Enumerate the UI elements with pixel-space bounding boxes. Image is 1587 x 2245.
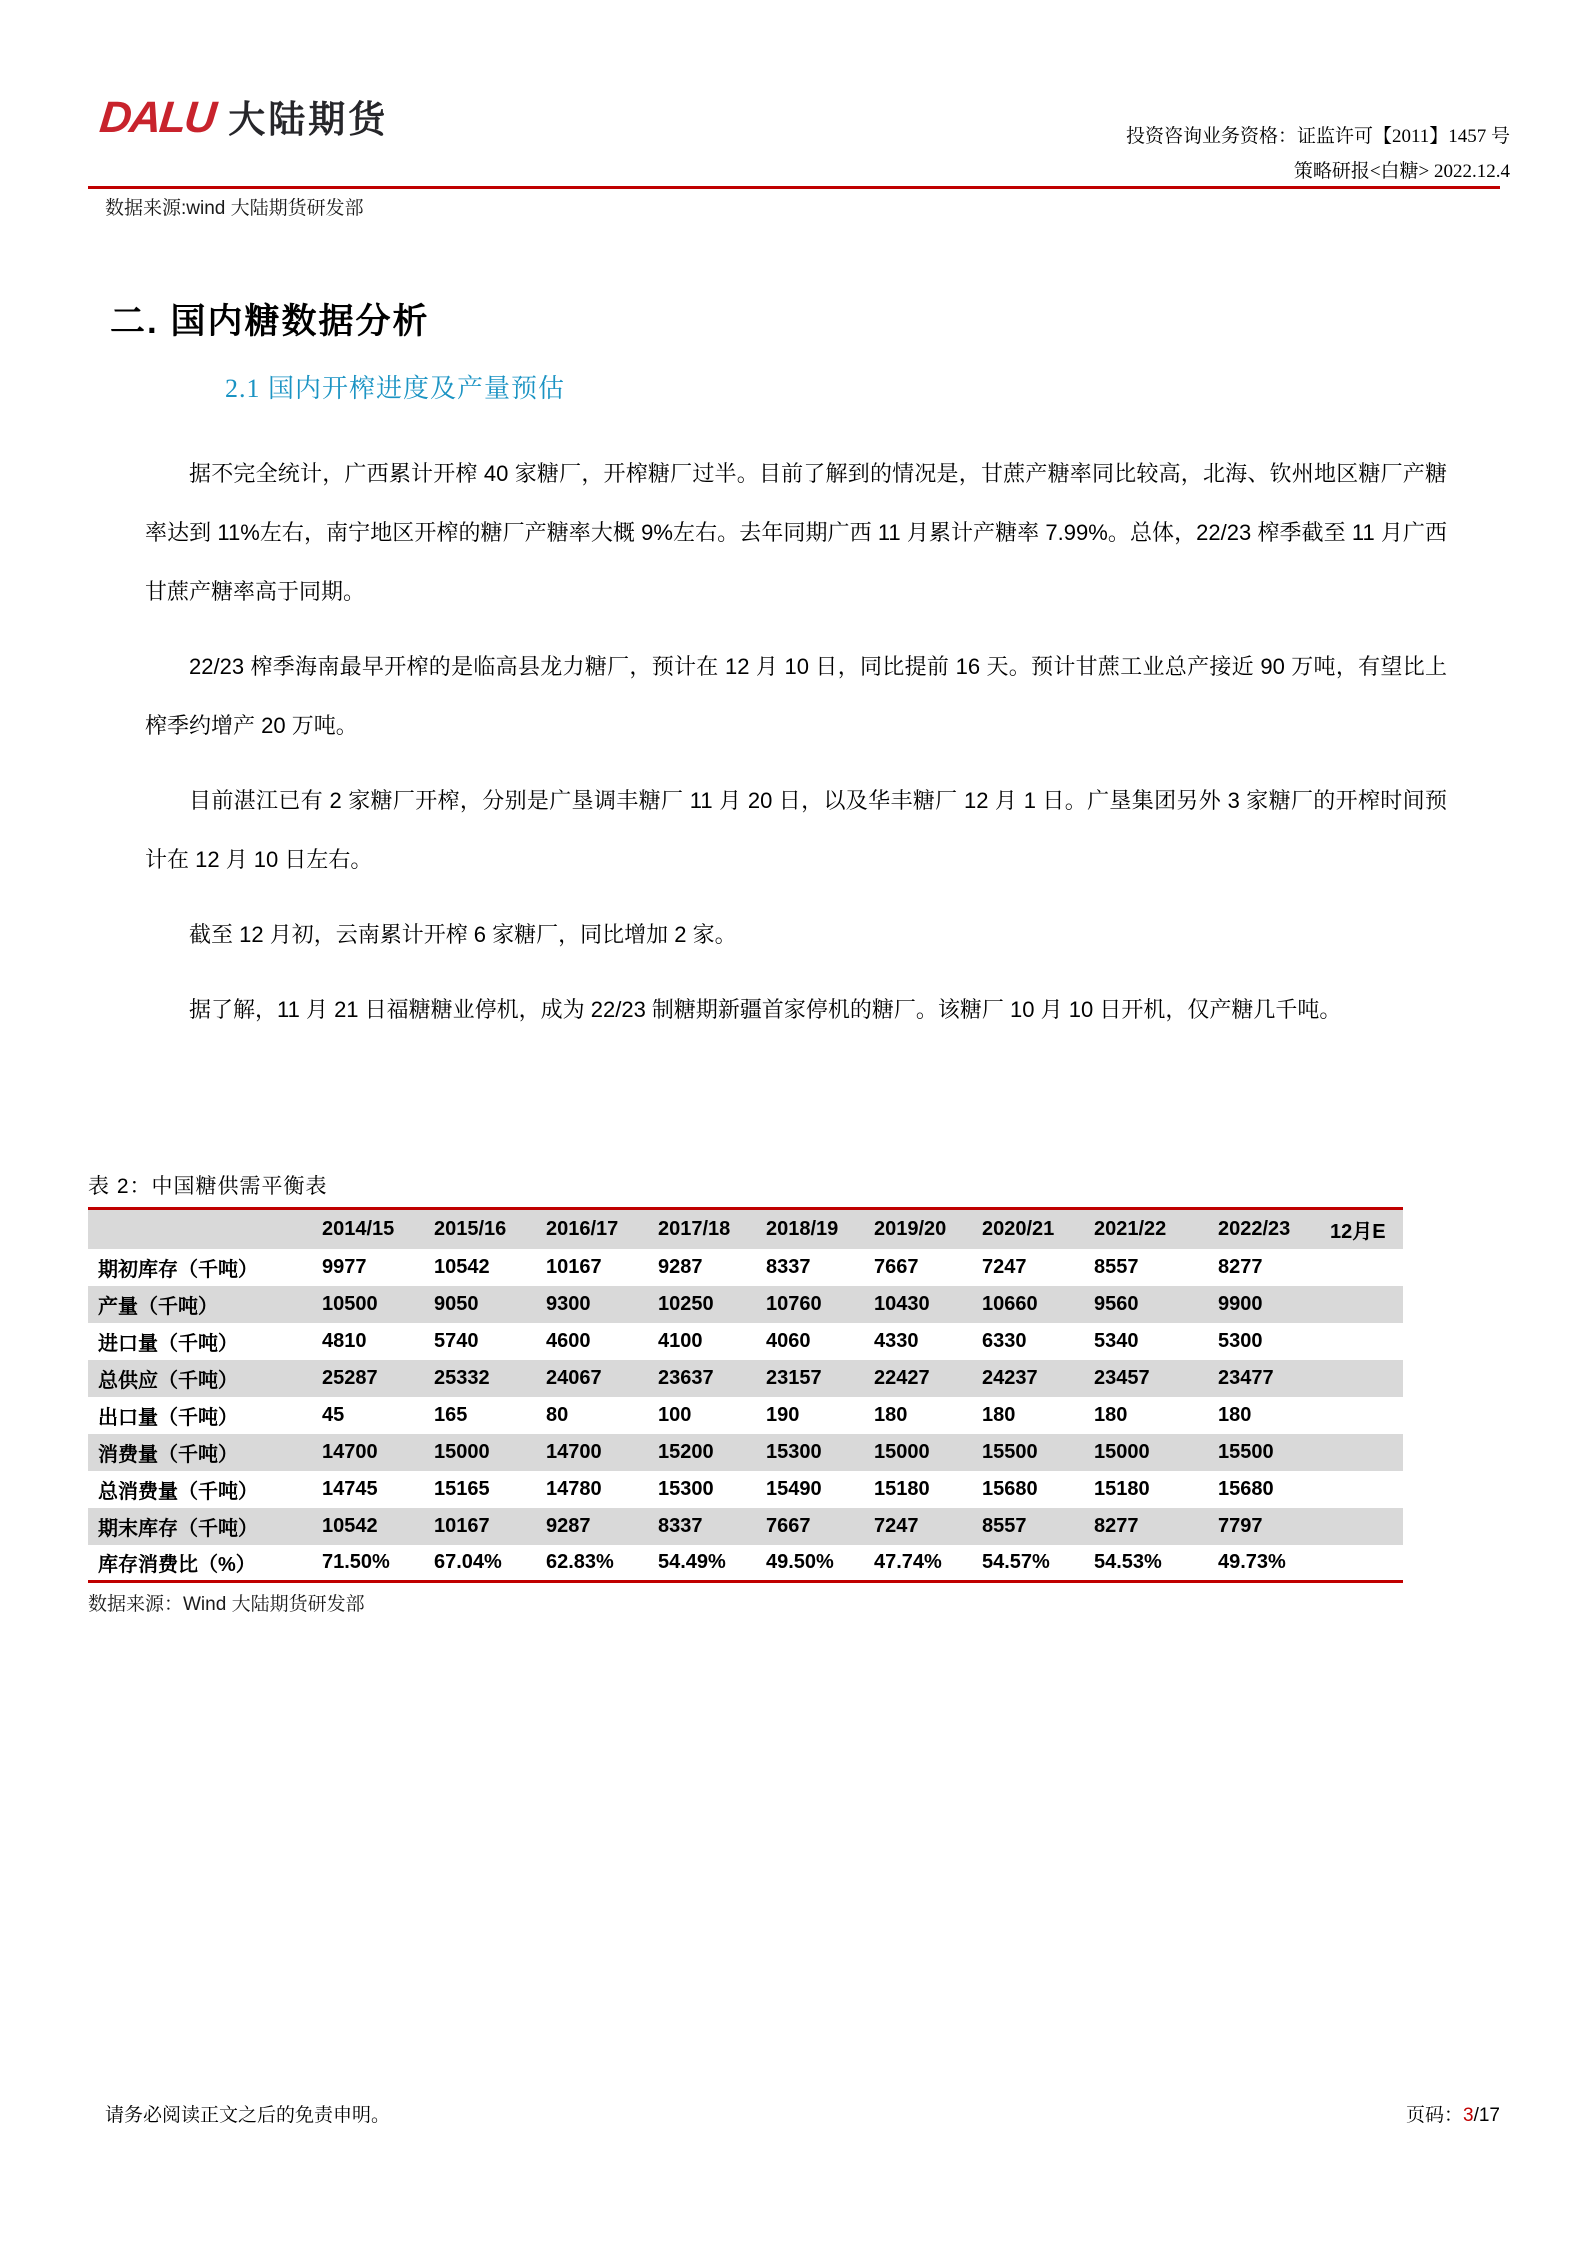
column-header: 2020/21 xyxy=(982,1217,1055,1240)
cell: 4100 xyxy=(658,1329,703,1352)
cell: 62.83% xyxy=(546,1550,614,1573)
cell: 180 xyxy=(982,1403,1016,1426)
cell: 8557 xyxy=(1094,1255,1139,1278)
cell: 10660 xyxy=(982,1292,1038,1315)
column-header: 2019/20 xyxy=(874,1217,947,1240)
column-header: 2022/23 xyxy=(1218,1217,1291,1240)
header-meta xyxy=(1126,119,1510,189)
cell: 15180 xyxy=(1094,1477,1150,1500)
cell: 15490 xyxy=(766,1477,822,1500)
logo-latin-icon: DALU xyxy=(97,93,217,142)
table-row xyxy=(88,1249,1403,1286)
cell: 15680 xyxy=(982,1477,1038,1500)
table-row xyxy=(88,1397,1403,1434)
cell: 7667 xyxy=(874,1255,919,1278)
row-label: 总消费量（千吨） xyxy=(98,1480,258,1503)
cell xyxy=(1328,1397,1403,1434)
cell: 7667 xyxy=(766,1514,811,1537)
cell: 8337 xyxy=(658,1514,703,1537)
table-row xyxy=(88,1323,1403,1360)
subsection-title: 2.1 国内开榨进度及产量预估 xyxy=(225,374,566,403)
cell: 9300 xyxy=(546,1292,591,1315)
cell: 5300 xyxy=(1218,1329,1263,1352)
cell: 9977 xyxy=(322,1255,367,1278)
cell: 23157 xyxy=(766,1366,822,1389)
column-header: 12月E xyxy=(1330,1220,1386,1243)
cell: 7797 xyxy=(1218,1514,1263,1537)
column-header: 2021/22 xyxy=(1094,1217,1167,1240)
cell: 180 xyxy=(874,1403,908,1426)
cell: 24067 xyxy=(546,1366,602,1389)
cell: 4060 xyxy=(766,1329,811,1352)
cell: 4810 xyxy=(322,1329,367,1352)
cell: 71.50% xyxy=(322,1550,390,1573)
cell: 165 xyxy=(434,1403,468,1426)
qualification-line: 投资咨询业务资格：证监许可【2011】1457 号 xyxy=(1125,126,1510,147)
table-row xyxy=(88,1471,1403,1508)
section-title: 二. 国内糖数据分析 xyxy=(110,302,430,341)
cell: 80 xyxy=(546,1403,569,1426)
column-header: 2016/17 xyxy=(546,1217,619,1240)
row-label: 总供应（千吨） xyxy=(98,1369,238,1392)
cell: 8277 xyxy=(1094,1514,1139,1537)
row-label: 期初库存（千吨） xyxy=(98,1258,258,1281)
paragraph: 截至 12 月初，云南累计开榨 6 家糖厂，同比增加 2 家。 xyxy=(189,922,737,947)
cell: 10250 xyxy=(658,1292,714,1315)
cell: 180 xyxy=(1218,1403,1252,1426)
cell: 9900 xyxy=(1218,1292,1263,1315)
cell: 14780 xyxy=(546,1477,602,1500)
cell: 9560 xyxy=(1094,1292,1139,1315)
cell: 49.50% xyxy=(766,1550,834,1573)
cell: 15180 xyxy=(874,1477,930,1500)
cell xyxy=(1328,1471,1403,1508)
row-label: 期末库存（千吨） xyxy=(98,1517,258,1540)
row-label: 进口量（千吨） xyxy=(98,1332,238,1355)
row-label: 库存消费比（%） xyxy=(98,1553,256,1576)
row-label: 产量（千吨） xyxy=(98,1295,218,1318)
data-source-bottom: 数据来源：Wind 大陆期货研发部 xyxy=(88,1594,365,1615)
cell: 15500 xyxy=(1218,1440,1274,1463)
cell: 9287 xyxy=(546,1514,591,1537)
row-label: 出口量（千吨） xyxy=(98,1406,238,1429)
cell: 15500 xyxy=(982,1440,1038,1463)
column-header: 2015/16 xyxy=(434,1217,507,1240)
cell: 25287 xyxy=(322,1366,378,1389)
cell: 15000 xyxy=(434,1440,490,1463)
footer-disclaimer: 请务必阅读正文之后的免责申明。 xyxy=(105,2105,391,2126)
row-label: 消费量（千吨） xyxy=(98,1443,238,1466)
cell: 14700 xyxy=(546,1440,602,1463)
table-row xyxy=(88,1286,1403,1323)
company-logo xyxy=(97,93,389,142)
cell: 10430 xyxy=(874,1292,930,1315)
page-number-total: /17 xyxy=(1473,2105,1500,2126)
column-header xyxy=(88,1209,320,1249)
cell: 10167 xyxy=(546,1255,602,1278)
report-title-line: 策略研报<白糖> 2022.12.4 xyxy=(1293,161,1510,182)
data-source-top: 数据来源:wind 大陆期货研发部 xyxy=(105,198,364,219)
supply-demand-table xyxy=(88,1207,1403,1583)
cell: 10167 xyxy=(434,1514,490,1537)
table-row xyxy=(88,1508,1403,1545)
cell: 15680 xyxy=(1218,1477,1274,1500)
page-number xyxy=(1406,2100,1500,2127)
page-number-current: 3 xyxy=(1463,2105,1474,2126)
paragraph: 目前湛江已有 2 家糖厂开榨，分别是广垦调丰糖厂 11 月 20 日，以及华丰糖厂 12 月 1 日。广垦集团另外 3 家糖厂的开榨时间预计在 12 月 10 日左右。 xyxy=(145,788,1447,872)
table-caption: 表 2：中国糖供需平衡表 xyxy=(88,1175,328,1198)
cell: 23477 xyxy=(1218,1366,1274,1389)
cell xyxy=(1328,1360,1403,1397)
cell: 23637 xyxy=(658,1366,714,1389)
cell: 9287 xyxy=(658,1255,703,1278)
cell: 8557 xyxy=(982,1514,1027,1537)
cell: 25332 xyxy=(434,1366,490,1389)
paragraph: 据了解，11 月 21 日福糖糖业停机，成为 22/23 制糖期新疆首家停机的糖厂。该糖厂 10 月 10 日开机，仅产糖几千吨。 xyxy=(189,997,1342,1022)
cell: 10760 xyxy=(766,1292,822,1315)
cell: 5740 xyxy=(434,1329,479,1352)
header-divider xyxy=(88,186,1500,189)
cell: 45 xyxy=(322,1403,345,1426)
column-header: 2018/19 xyxy=(766,1217,839,1240)
cell: 7247 xyxy=(874,1514,919,1537)
cell xyxy=(1328,1286,1403,1323)
cell xyxy=(1328,1249,1403,1286)
cell: 4600 xyxy=(546,1329,591,1352)
cell: 54.49% xyxy=(658,1550,726,1573)
cell: 8337 xyxy=(766,1255,811,1278)
column-header: 2014/15 xyxy=(322,1217,395,1240)
cell: 23457 xyxy=(1094,1366,1150,1389)
page-number-label: 页码： xyxy=(1405,2105,1463,2126)
table-body xyxy=(88,1249,1403,1582)
cell: 10542 xyxy=(322,1514,378,1537)
cell: 190 xyxy=(766,1403,800,1426)
column-header: 2017/18 xyxy=(658,1217,731,1240)
cell: 47.74% xyxy=(874,1550,942,1573)
cell: 5340 xyxy=(1094,1329,1139,1352)
table-header-row xyxy=(88,1209,1403,1249)
cell: 15300 xyxy=(658,1477,714,1500)
cell: 15165 xyxy=(434,1477,490,1500)
cell: 14745 xyxy=(322,1477,378,1500)
body-paragraphs xyxy=(145,444,1447,1055)
cell: 7247 xyxy=(982,1255,1027,1278)
cell: 10500 xyxy=(322,1292,378,1315)
cell xyxy=(1328,1508,1403,1545)
cell: 14700 xyxy=(322,1440,378,1463)
table-row xyxy=(88,1360,1403,1397)
cell: 15000 xyxy=(1094,1440,1150,1463)
cell xyxy=(1328,1323,1403,1360)
cell: 180 xyxy=(1094,1403,1128,1426)
table-row xyxy=(88,1434,1403,1471)
cell: 54.57% xyxy=(982,1550,1050,1573)
cell xyxy=(1328,1434,1403,1471)
cell: 67.04% xyxy=(434,1550,502,1573)
cell: 15000 xyxy=(874,1440,930,1463)
cell: 10542 xyxy=(434,1255,490,1278)
cell: 6330 xyxy=(982,1329,1027,1352)
cell: 49.73% xyxy=(1218,1550,1286,1573)
logo-company-name: 大陆期货 xyxy=(228,99,389,140)
table-row xyxy=(88,1545,1403,1582)
cell: 100 xyxy=(658,1403,692,1426)
cell: 15300 xyxy=(766,1440,822,1463)
cell: 4330 xyxy=(874,1329,919,1352)
cell: 9050 xyxy=(434,1292,479,1315)
cell: 15200 xyxy=(658,1440,714,1463)
paragraph: 据不完全统计，广西累计开榨 40 家糖厂，开榨糖厂过半。目前了解到的情况是，甘蔗产糖率同比较高，北海、钦州地区糖厂产糖率达到 11%左右，南宁地区开榨的糖厂产糖率大概 9%左右。去年同期广西 11 月累计产糖率 7.99%。总体，22/23 榨季截至 11 月广西甘蔗产糖率高于同期。 xyxy=(145,461,1447,604)
cell: 54.53% xyxy=(1094,1550,1162,1573)
cell: 24237 xyxy=(982,1366,1038,1389)
paragraph: 22/23 榨季海南最早开榨的是临高县龙力糖厂，预计在 12 月 10 日，同比提前 16 天。预计甘蔗工业总产接近 90 万吨，有望比上榨季约增产 20 万吨。 xyxy=(145,654,1447,738)
cell: 8277 xyxy=(1218,1255,1263,1278)
cell xyxy=(1328,1545,1403,1582)
cell: 22427 xyxy=(874,1366,930,1389)
